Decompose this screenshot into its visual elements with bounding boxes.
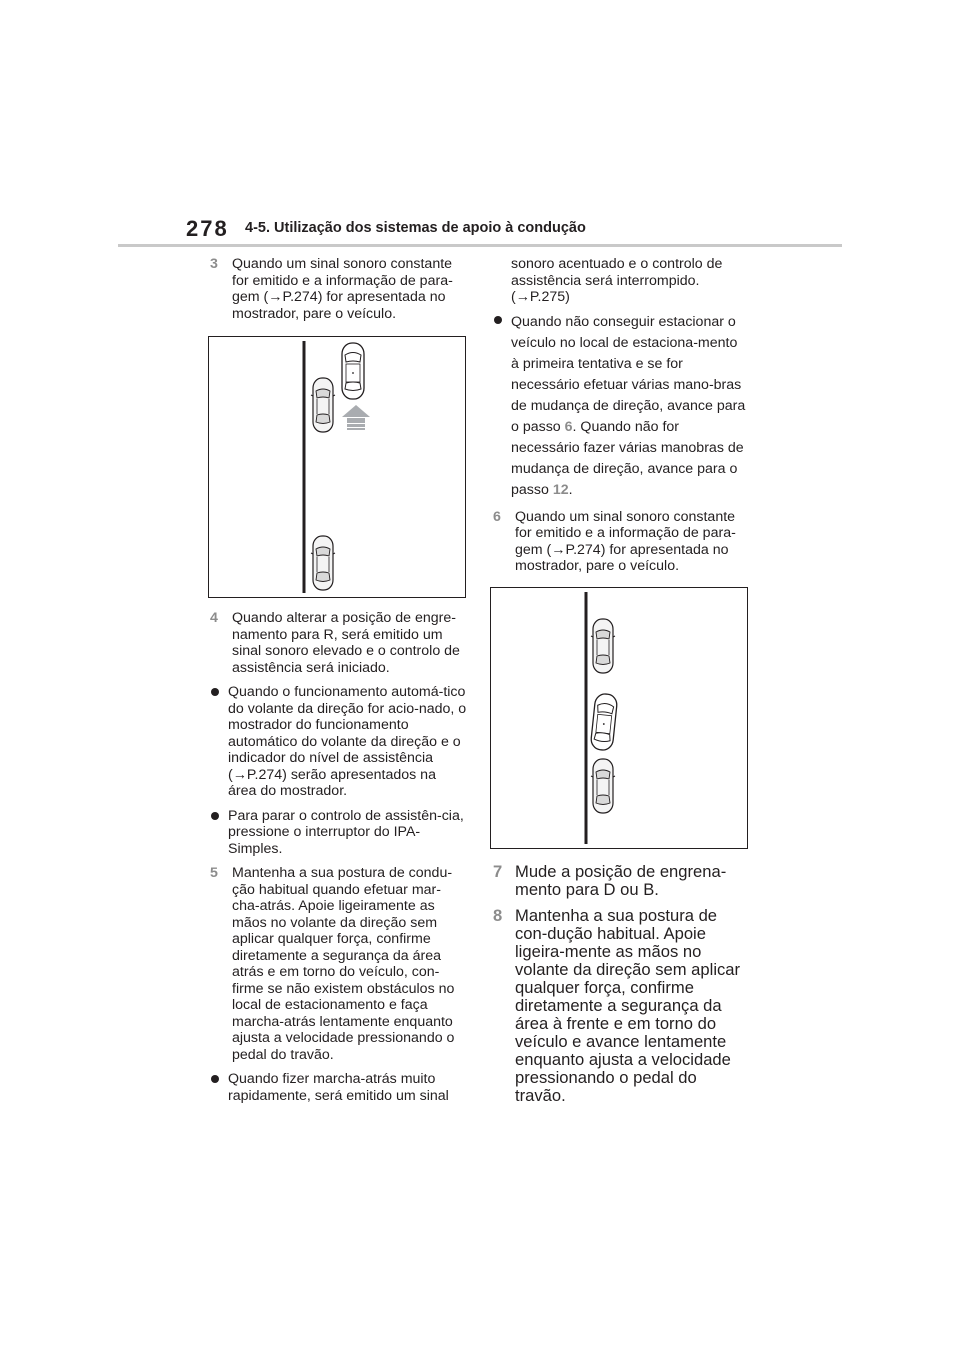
step-text: Mude a posição de engrena-mento para D ou B. — [515, 861, 727, 899]
step-5 — [210, 865, 468, 1063]
left-column — [210, 256, 468, 1112]
bullet-text-middle: . Quando não for necessário fazer várias manobras de mudança de direção, avance para o passo — [511, 418, 744, 498]
continuation-text: sonoro acentuado e o controlo de assistência será interrompido. (→P.275) — [511, 256, 723, 305]
header-rule — [118, 244, 842, 247]
step-7 — [493, 863, 749, 899]
parking-diagram-svg — [491, 588, 747, 848]
bullet-text-after: . — [568, 481, 573, 498]
step-text: Mantenha a sua postura de con-dução habitual. Apoie ligeira-mente as mãos no volante da direção sem aplicar qualquer força, confirme diretamente a segurança da área à frente e em torno do veículo e avance lentamente enquanto ajusta a velocidade pressionando o pedal do travão. — [515, 905, 741, 1105]
parking-diagram-stop — [208, 336, 466, 598]
step-reference: 6 — [564, 418, 573, 435]
step-number: 5 — [210, 865, 218, 881]
bullet-text: Quando o funcionamento automá-tico do volante da direção for acio-nado, o mostrador do funcionamento automático do volante da direção e o indicador do nível de assistência (→P.274) serão apresentados na área do mostrador. — [228, 684, 467, 799]
step-text: Quando alterar a posição de engre-namento para R, será emitido um sinal sonoro elevado e o controlo de assistência será iniciado. — [232, 610, 460, 676]
parked-car-rear — [311, 536, 335, 590]
step-4 — [210, 610, 468, 676]
step-number: 3 — [210, 256, 218, 272]
bullet-icon — [494, 316, 502, 324]
step-number: 8 — [493, 905, 503, 925]
step-number: 7 — [493, 861, 503, 881]
step-8 — [493, 907, 749, 1105]
bullet-reverse-fast — [210, 1071, 468, 1104]
section-title: 4-5. Utilização dos sistemas de apoio à condução — [245, 220, 586, 236]
bullet-icon — [211, 1075, 219, 1083]
forward-arrow-icon — [342, 405, 370, 430]
step-text: Quando um sinal sonoro constante for emitido e a informação de para-gem (→P.274) for apresentada no mostrador, pare o veículo. — [515, 508, 736, 574]
bullet-stop-assist — [210, 808, 468, 858]
step-reference: 12 — [552, 481, 569, 498]
step-number: 4 — [210, 610, 218, 626]
parking-diagram-svg — [209, 337, 465, 597]
parking-diagram-parked — [490, 587, 748, 849]
bullet-text-before: Quando não conseguir estacionar o veículo no local de estaciona-mento à primeira tentativa e se for necessário efetuar várias mano-bras de mudança de direção, avance para o passo — [511, 313, 746, 435]
right-column — [493, 256, 749, 1113]
bullet-icon — [211, 812, 219, 820]
page-number: 278 — [186, 216, 229, 241]
own-car — [342, 343, 364, 399]
step-6 — [493, 509, 749, 575]
parked-car-front — [311, 378, 335, 432]
parked-car-front — [591, 619, 615, 673]
bullet-multiple-maneuvers — [493, 312, 749, 501]
parked-car-rear — [591, 759, 615, 813]
bullet-text: Para parar o controlo de assistên-cia, pressione o interruptor do IPA-Simples. — [228, 807, 464, 857]
step-number: 6 — [493, 508, 501, 525]
step-3 — [210, 256, 468, 322]
step-text: Quando um sinal sonoro constante for emitido e a informação de para-gem (→P.274) for apresentada no mostrador, pare o veículo. — [232, 256, 453, 322]
own-car-parked — [590, 693, 618, 751]
bullet-text: Quando fizer marcha-atrás muito rapidamente, será emitido um sinal — [228, 1071, 449, 1104]
bullet-icon — [211, 688, 219, 696]
bullet-steering — [210, 684, 468, 800]
step-text: Mantenha a sua postura de condu-ção habitual quando efetuar mar-cha-atrás. Apoie ligeiramente as mãos no volante da direção sem aplicar qualquer força, confirme diretamente a segurança da área atrás e em torno do veículo, con-firme se não existem obstáculos no local de estacionamento e faça marcha-atrás lentamente enquanto ajusta a velocidade pressionando o pedal do travão. — [232, 865, 455, 1063]
